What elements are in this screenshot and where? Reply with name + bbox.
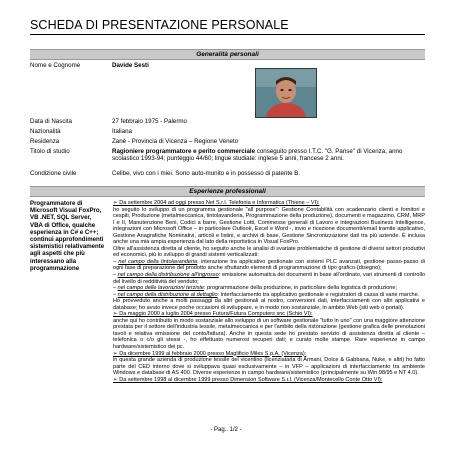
bullet-sector: nel campo delle lavorazioni terziste	[117, 285, 204, 292]
experience-entry-miles: ➢ Da dicembre 1999 al febbraio 2000 presso Maglificio Miles S.p.A. (Vicenza):	[113, 350, 307, 357]
experience-summary: Programmatore di Microsoft Visual FoxPro, VB .NET, SQL Server, VBA di Office, qualche esperienza in C# e C++; continui approfondimenti sistemistici relativamente agli aspetti che più interessano alla programmazione	[30, 200, 105, 272]
experience-bullet: – nel campo delle lavorazioni terziste: programmazione della produzione, in particolare della logistica di produzione;	[113, 285, 398, 292]
experience-bullet: – nel campo della tintolavanderia: interazione tra applicativo gestionale con sistemi PLC avanzati, gestione passo-passo di ogni fase di preparazione del prodotto anche sfruttando elementi di programmazione di tipo grafico-(disegno);	[113, 258, 425, 272]
study-label: Titolo di studio	[30, 148, 70, 155]
name-label: Nome e Cognome	[30, 62, 81, 69]
bullet-text: : interfacciamento tra applicativo gestionale e registratori di cassa di varie marche.	[217, 291, 420, 298]
document-title: SCHEDA DI PRESENTAZIONE PERSONALE	[30, 18, 289, 32]
bullet-text: : emissione automatica dei documenti in base all'ordinato, vari strumenti di controllo del livello di redditività del venduto;	[113, 272, 425, 285]
name-value: Davide Sesti	[112, 62, 149, 69]
residence-label: Residenza	[30, 138, 60, 145]
study-details: conseguito presso I.T.C. "G. Parise" di Vicenza, anno scolastico 1993-94; punteggio 44/60; lingue studiate: inglese 5 anni, francese 2 anni.	[112, 148, 403, 163]
experience-entry-net: ➢ Da settembre 2004 ad oggi presso Net S.r.l. Telefonia e Informatica (Thiene – VI):	[113, 200, 320, 206]
civil-value: Celibe, vivo con i miei. Sono auto-munito e in possesso di patente B.	[112, 170, 301, 177]
nationality-label: Nazionalità	[30, 128, 61, 135]
experience-entry-futura: ➢ Da maggio 2000 a luglio 2004 presso Futura/Futura Computers snc (Schio VI):	[113, 311, 313, 318]
bullet-text: : interazione tra applicativo gestionale con sistemi PLC avanzati, gestione passo-passo di ogni fase di preparazione del prodotto anche sfruttando elementi di programmazione di tipo grafico-(disegno);	[113, 258, 425, 272]
bullet-sector: nel campo della distribuzione al dettaglio	[117, 291, 218, 298]
nationality-value: Italiana	[112, 128, 132, 135]
birth-value: 27 febbraio 1975 - Palermo	[112, 118, 187, 125]
portrait-photo-icon	[256, 69, 316, 117]
title-divider	[30, 34, 425, 35]
bullet-sector: nel campo della tintolavanderia	[118, 258, 198, 265]
experience-bullet: – nel campo della distribuzione all'ingrosso: emissione automatica dei documenti in base all'ordinato, vari strumenti di controllo del livello di redditività del venduto;	[113, 272, 425, 285]
experience-paragraph: in questa grande azienda di produzione tessile del vicentino (licenziataria di Armani, Dolce & Gabbana, Nuke, e altri) ho fatto parte del CED interno dove si sviluppava quasi esclusivamente – in VFP – applicazioni di interfacciamento tra ambiente Windows e database di AS 400. Diverse esperienze in campo hardware/sistemistico (principalmente su Win 98/95 e NT 4.0).	[113, 357, 425, 377]
bullet-sector: nel campo della distribuzione all'ingrosso	[117, 272, 219, 279]
study-value	[112, 148, 425, 163]
experience-paragraph: Oltre all'assistenza diretta al cliente, ho seguito anche le analisi di svariate problematiche di gestione di diversi settori produttivi ed economici, più lo sviluppo di grandi sistemi verticalizzati:	[113, 245, 425, 259]
bullet-text: : programmazione della produzione, in particolare della logistica di produzione;	[203, 285, 398, 292]
civil-label: Condizione civile	[30, 170, 77, 177]
experience-paragraph: anche qui ho contribuito in modo sostanziale allo sviluppo di un software gestionale "tutto in uno" con una maggiore attenzione prestata per il settore dell'industria tessile, metalmeccanica e per l'ambito della ristorazione (gestione grafica delle prenotazioni tavoli e relativa emissione del conto/fattura). Anche in questa sede ho prestato servizio di assistenza diretta al cliente – telefonica o c/o gli stessi -, ho effettuato numerosi recuperi dati; e curato molte stampe. Rare esperienze in campo hardware/sistemistico dei pc.	[113, 317, 425, 351]
residence-value: Zanè - Provincia di Vicenza – Regione Veneto	[112, 138, 239, 145]
experience-bullet: – nel campo della distribuzione al dettaglio: interfacciamento tra applicativo gestionale e registratori di cassa di varie marche.	[113, 291, 420, 298]
portrait-photo	[255, 68, 317, 118]
experience-entry-dimension: ➢ Da settembre 1998 al dicembre 1999 presso Dimension Software S.r.l. (Vicenza/Montecello Conte Otto VI):	[113, 376, 383, 383]
experience-paragraph: Ho provveduto anche a molti passaggi da altri gestionali al nostro, conversioni dati, interfacciamenti con altri applicativi e database; ho avuto invece poche occasioni di sviluppare, e in modo non sostanziale, in ambito Web (siti web o portali).	[113, 298, 425, 311]
experience-paragraph: ho seguito lo sviluppo di un programma gestionale "all purpose": Gestione Contabilità con scadenzario clienti e fornitori e cespiti, Produzione (metalmeccanica, tintolavanderia, Programmazione della produzione), documenti e magazzino, CRM, MRP I e II, Manutenzione Beni, Codici a barre, Gestione Lotti, Commesse generali di Lavoro e integrazioni Business Intelligence, integrazioni con Microsoft Office – in particolare Outlook, Excel e Word -, invio e ricezione documenti/email tramite applicativo, Gestione Anagrafiche Nominativi, articoli e listini, e archivi di base, Gestione Sincronizzazione dati tra più aziende. È inclusa anche una mia ampia esperienza dal lato della reportistica in Visual FoxPro.	[113, 206, 425, 246]
birth-label: Data di Nascita	[30, 118, 72, 125]
section-header-experience: Esperienze professionali	[30, 186, 425, 197]
study-degree: Ragioniere programmatore e perito commerciale	[112, 148, 256, 155]
experience-body	[113, 200, 425, 422]
section-header-personal: Generalità personali	[30, 49, 425, 60]
page-number: - Pag.. 1/2 -	[210, 427, 242, 433]
